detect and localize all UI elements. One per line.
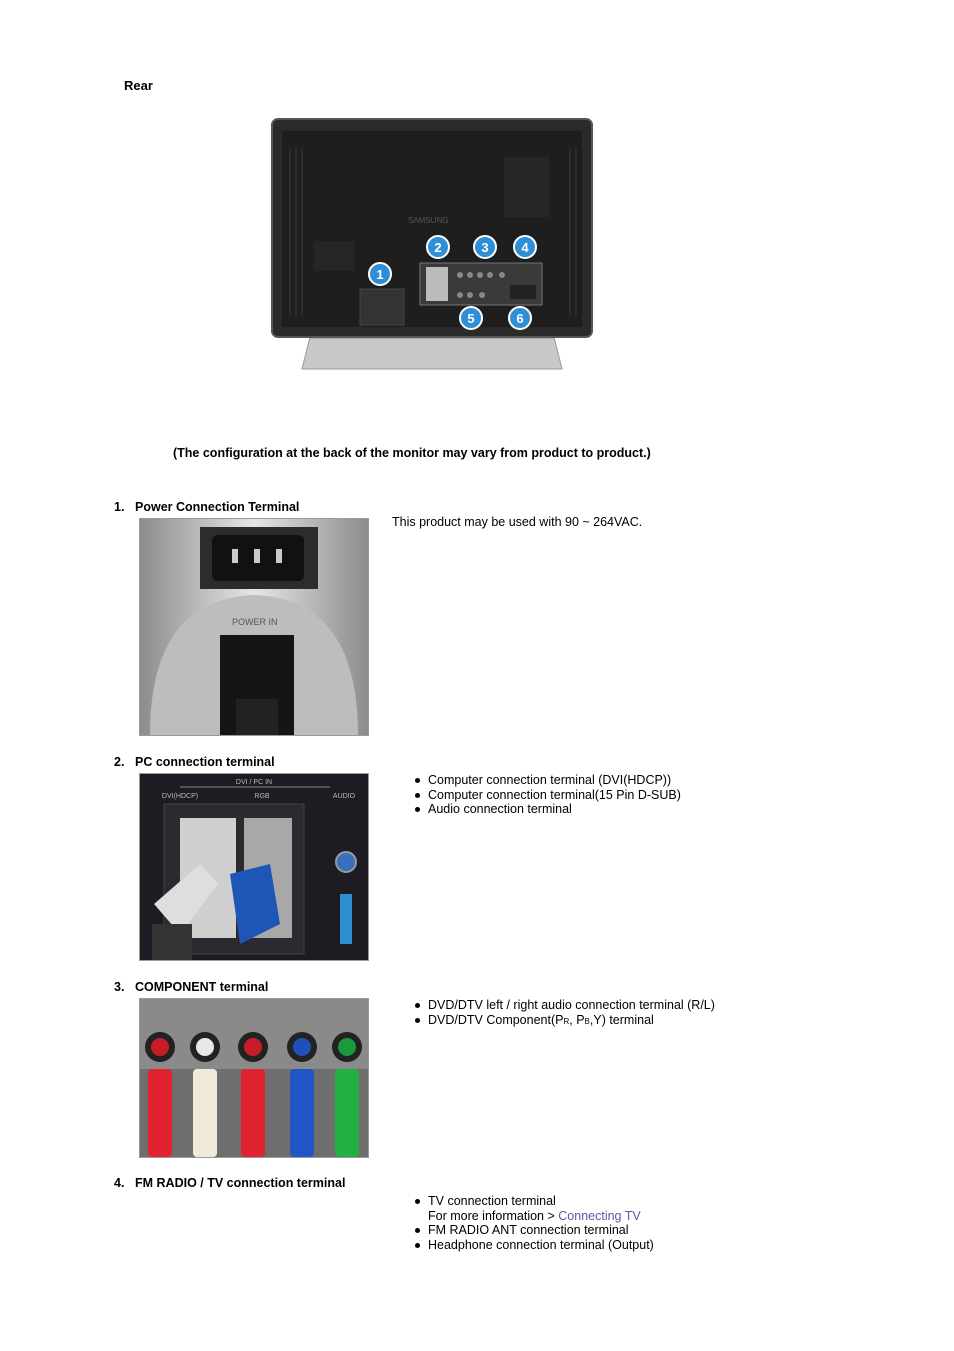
callout-label-5: 5	[467, 311, 475, 326]
section-4-number: 4.	[114, 1176, 125, 1190]
rear-monitor-svg	[270, 117, 594, 375]
dvi-label: DVI(HDCP)	[161, 793, 199, 800]
pc-terminal-list	[412, 773, 832, 817]
power-in-label: POWER IN	[232, 617, 278, 627]
section-4-title: FM RADIO / TV connection terminal	[135, 1176, 346, 1190]
pc-terminal-photo	[139, 773, 369, 961]
section-3-title: COMPONENT terminal	[135, 980, 269, 994]
page-heading: Rear	[124, 78, 153, 93]
callout-label-2: 2	[434, 240, 442, 255]
section-1-number: 1.	[114, 500, 125, 514]
rear-monitor-image	[270, 117, 594, 375]
power-description: This product may be used with 90 ~ 264VAC.	[392, 515, 643, 529]
connecting-tv-link[interactable]: Connecting TV	[558, 1208, 641, 1223]
section-2-title: PC connection terminal	[135, 755, 275, 769]
list-item: Audio connection terminal	[412, 802, 832, 817]
section-3-number: 3.	[114, 980, 125, 994]
svg-text:SAMSUNG: SAMSUNG	[408, 216, 449, 225]
component-terminal-list	[412, 998, 832, 1029]
rgb-label: RGB	[254, 793, 270, 800]
dvi-pc-in-label: DVI / PC IN	[235, 779, 273, 786]
section-2-number: 2.	[114, 755, 125, 769]
callout-label-1: 1	[376, 267, 384, 282]
list-item-tv: TV connection terminal For more information > Connecting TV	[412, 1194, 832, 1223]
list-item: Computer connection terminal (DVI(HDCP))	[412, 773, 832, 788]
component-terminal-photo	[139, 998, 369, 1158]
list-item: FM RADIO ANT connection terminal	[412, 1223, 832, 1238]
configuration-note: (The configuration at the back of the monitor may vary from product to product.)	[173, 446, 651, 460]
callout-label-6: 6	[516, 311, 524, 326]
more-info-prefix: For more information >	[428, 1208, 559, 1223]
list-item-component: DVD/DTV Component(PR, PB,Y) terminal	[412, 1013, 832, 1030]
audio-label: AUDIO	[332, 793, 356, 800]
power-terminal-photo	[139, 518, 369, 736]
fm-tv-terminal-list	[412, 1194, 832, 1252]
callout-label-3: 3	[481, 240, 489, 255]
callout-label-4: 4	[521, 240, 529, 255]
section-1-title: Power Connection Terminal	[135, 500, 300, 514]
list-item: DVD/DTV left / right audio connection terminal (R/L)	[412, 998, 832, 1013]
list-item: Headphone connection terminal (Output)	[412, 1238, 832, 1253]
list-item: Computer connection terminal(15 Pin D-SUB)	[412, 788, 832, 803]
